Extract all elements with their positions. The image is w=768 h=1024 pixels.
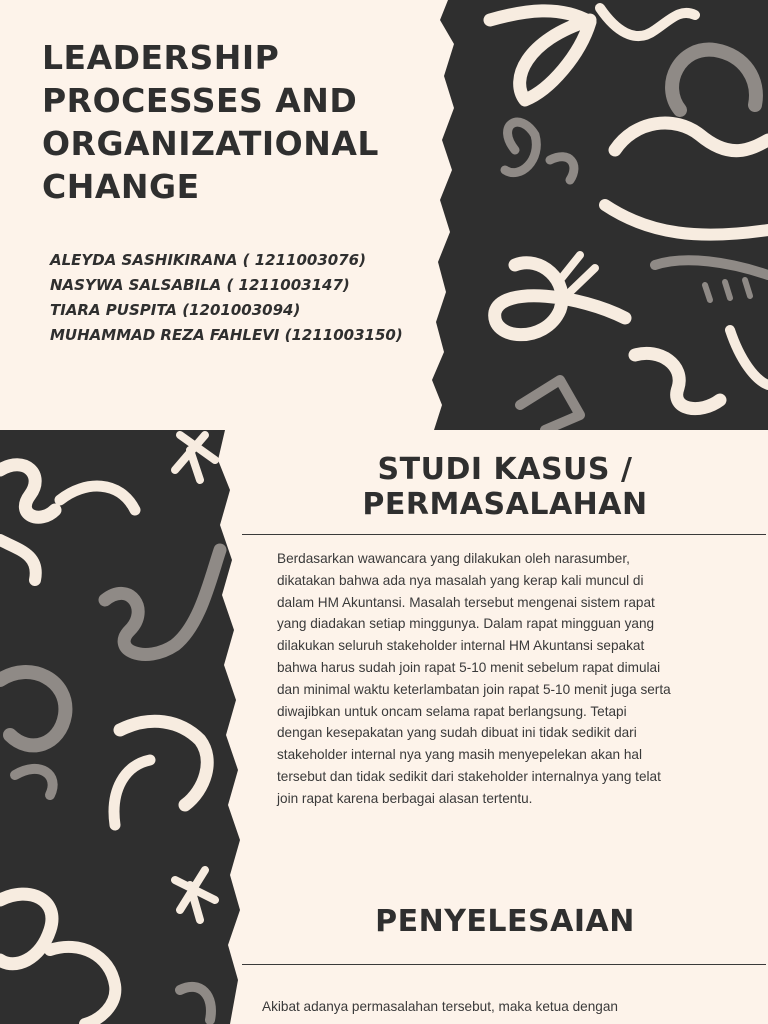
brush-pattern-panel-right <box>430 0 768 430</box>
title-slide <box>0 0 768 430</box>
title-line: PROCESSES AND <box>42 81 358 120</box>
title-line: ORGANIZATIONAL <box>42 124 379 163</box>
paragraph-line: dalam HM Akuntansi. Masalah tersebut mengenai sistem rapat <box>277 594 655 610</box>
paragraph-line: dan minimal waktu keterlambatan join rapat 5-10 menit juga serta <box>277 681 671 697</box>
paragraph-line: dengan kesepakatan yang sudah dibuat ini tidak sedikit dari <box>277 725 637 741</box>
paragraph-line: Akibat adanya permasalahan tersebut, maka ketua dengan <box>262 999 618 1014</box>
paragraph-line: diwajibkan untuk oncam selama rapat berlangsung. Tetapi <box>277 703 627 719</box>
author-item: TIARA PUSPITA (1201003094) <box>50 301 301 319</box>
presentation-title <box>42 36 379 208</box>
paragraph-line: yang diadakan setiap minggunya. Dalam rapat mingguan yang <box>277 616 655 632</box>
heading-line: PERMASALAHAN <box>362 487 648 522</box>
section-divider <box>242 534 766 535</box>
title-line: LEADERSHIP <box>42 38 280 77</box>
paragraph-line: Berdasarkan wawancara yang dilakukan oleh narasumber, <box>277 551 630 566</box>
brush-pattern-panel-left <box>0 430 242 1024</box>
section-divider <box>242 964 766 965</box>
case-study-heading <box>242 452 768 522</box>
author-list <box>50 248 403 348</box>
paragraph-line: bahwa harus sudah join rapat 5-10 menit sebelum rapat dimulai <box>277 659 661 675</box>
case-study-paragraph <box>277 548 727 810</box>
title-line: CHANGE <box>42 167 200 206</box>
paragraph-line: stakeholder internal nya yang masih menyepelekan akan hal <box>277 747 642 763</box>
paragraph-line: dilakukan seluruh stakeholder internal HM Akuntansi sepakat <box>277 638 645 654</box>
paragraph-line: join rapat karena berbagai alasan tertentu. <box>277 790 533 806</box>
author-item: ALEYDA SASHIKIRANA ( 1211003076) <box>50 251 366 269</box>
author-item: MUHAMMAD REZA FAHLEVI (1211003150) <box>50 326 403 344</box>
paragraph-line: dikatakan bahwa ada nya masalah yang kerap kali muncul di <box>277 572 644 588</box>
paragraph-line: tersebut dan tidak sedikit dari stakeholder internalnya yang telat <box>277 768 661 784</box>
author-item: NASYWA SALSABILA ( 1211003147) <box>50 276 350 294</box>
heading-line: PENYELESAIAN <box>375 904 635 939</box>
solution-paragraph <box>262 996 712 1018</box>
solution-heading <box>242 904 768 939</box>
heading-line: STUDI KASUS / <box>377 452 633 487</box>
case-study-slide <box>0 430 768 1024</box>
